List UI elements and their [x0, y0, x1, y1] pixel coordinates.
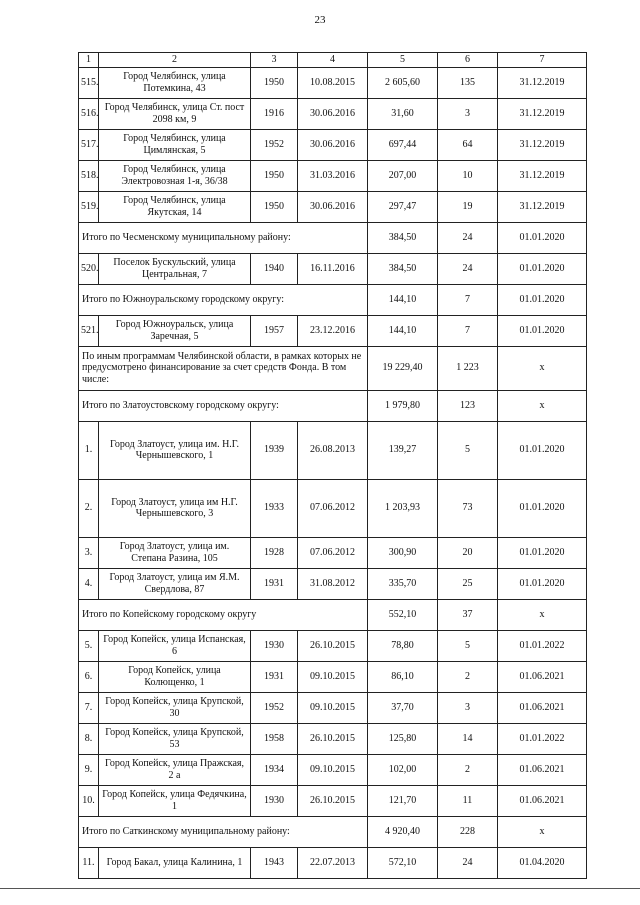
deadline-cell: 01.01.2020 [498, 253, 587, 284]
row-number-cell: 519. [79, 191, 99, 222]
area-cell: 78,80 [368, 630, 438, 661]
date-cell: 10.08.2015 [298, 67, 368, 98]
area-cell: 207,00 [368, 160, 438, 191]
deadline-cell: 01.01.2022 [498, 723, 587, 754]
year-cell: 1928 [251, 537, 298, 568]
date-cell: 07.06.2012 [298, 537, 368, 568]
table-row [79, 129, 587, 160]
deadline-cell: 01.01.2020 [498, 315, 587, 346]
row-number-cell: 9. [79, 754, 99, 785]
row-number-cell: 3. [79, 537, 99, 568]
year-cell: 1939 [251, 421, 298, 479]
area-cell: 144,10 [368, 315, 438, 346]
year-cell: 1952 [251, 129, 298, 160]
address-cell: Город Копейск, улица Крупской, 30 [99, 692, 251, 723]
address-cell: Город Копейск, улица Колющенко, 1 [99, 661, 251, 692]
total-label-cell: Итого по Златоустовскому городскому округу: [79, 390, 368, 421]
area-cell: 335,70 [368, 568, 438, 599]
year-cell: 1930 [251, 630, 298, 661]
deadline-cell: 01.01.2020 [498, 568, 587, 599]
area-cell: 384,50 [368, 222, 438, 253]
deadline-cell: 01.06.2021 [498, 785, 587, 816]
row-number-cell: 7. [79, 692, 99, 723]
table-row [79, 67, 587, 98]
deadline-cell: х [498, 390, 587, 421]
address-cell: Город Златоуст, улица им. Н.Г. Чернышевского, 1 [99, 421, 251, 479]
date-cell: 09.10.2015 [298, 692, 368, 723]
row-number-cell: 521. [79, 315, 99, 346]
total-row [79, 284, 587, 315]
residents-cell: 123 [438, 390, 498, 421]
date-cell: 26.10.2015 [298, 630, 368, 661]
page-bottom-rule [0, 888, 640, 889]
table-row [79, 253, 587, 284]
address-cell: Город Бакал, улица Калинина, 1 [99, 847, 251, 878]
table-row [79, 479, 587, 537]
address-cell: Город Копейск, улица Испанская, 6 [99, 630, 251, 661]
address-cell: Город Челябинск, улица Потемкина, 43 [99, 67, 251, 98]
year-cell: 1952 [251, 692, 298, 723]
residents-cell: 3 [438, 692, 498, 723]
row-number-cell: 4. [79, 568, 99, 599]
date-cell: 26.10.2015 [298, 723, 368, 754]
row-number-cell: 520. [79, 253, 99, 284]
residents-cell: 228 [438, 816, 498, 847]
area-cell: 121,70 [368, 785, 438, 816]
area-cell: 552,10 [368, 599, 438, 630]
date-cell: 07.06.2012 [298, 479, 368, 537]
deadline-cell: х [498, 599, 587, 630]
area-cell: 102,00 [368, 754, 438, 785]
total-row [79, 816, 587, 847]
date-cell: 30.06.2016 [298, 98, 368, 129]
year-cell: 1934 [251, 754, 298, 785]
total-label-cell: По иным программам Челябинской области, в рамках которых не предусмотрено финансирование за счет средств Фонда. В том числе: [79, 346, 368, 390]
date-cell: 23.12.2016 [298, 315, 368, 346]
address-cell: Город Челябинск, улица Ст. пост 2098 км, 9 [99, 98, 251, 129]
address-cell: Город Златоуст, улица им Я.М. Свердлова, 87 [99, 568, 251, 599]
deadline-cell: 01.06.2021 [498, 661, 587, 692]
row-number-cell: 10. [79, 785, 99, 816]
date-cell: 16.11.2016 [298, 253, 368, 284]
row-number-cell: 8. [79, 723, 99, 754]
deadline-cell: 01.01.2020 [498, 284, 587, 315]
address-cell: Город Копейск, улица Пражская, 2 а [99, 754, 251, 785]
table-row [79, 847, 587, 878]
row-number-cell: 515. [79, 67, 99, 98]
deadline-cell: х [498, 816, 587, 847]
total-label-cell: Итого по Чесменскому муниципальному району: [79, 222, 368, 253]
header-cell: 7 [498, 53, 587, 68]
deadline-cell: 01.06.2021 [498, 692, 587, 723]
housing-table [78, 52, 587, 879]
address-cell: Поселок Бускульский, улица Центральная, 7 [99, 253, 251, 284]
area-cell: 384,50 [368, 253, 438, 284]
year-cell: 1943 [251, 847, 298, 878]
date-cell: 31.08.2012 [298, 568, 368, 599]
address-cell: Город Челябинск, улица Якутская, 14 [99, 191, 251, 222]
residents-cell: 24 [438, 847, 498, 878]
residents-cell: 5 [438, 630, 498, 661]
address-cell: Город Копейск, улица Крупской, 53 [99, 723, 251, 754]
date-cell: 30.06.2016 [298, 129, 368, 160]
area-cell: 300,90 [368, 537, 438, 568]
residents-cell: 2 [438, 754, 498, 785]
header-cell: 3 [251, 53, 298, 68]
date-cell: 22.07.2013 [298, 847, 368, 878]
deadline-cell: 01.01.2020 [498, 479, 587, 537]
area-cell: 139,27 [368, 421, 438, 479]
area-cell: 86,10 [368, 661, 438, 692]
area-cell: 1 203,93 [368, 479, 438, 537]
year-cell: 1930 [251, 785, 298, 816]
row-number-cell: 2. [79, 479, 99, 537]
table-row [79, 785, 587, 816]
row-number-cell: 1. [79, 421, 99, 479]
address-cell: Город Челябинск, улица Цимлянская, 5 [99, 129, 251, 160]
total-label-cell: Итого по Копейскому городскому округу [79, 599, 368, 630]
address-cell: Город Южноуральск, улица Заречная, 5 [99, 315, 251, 346]
area-cell: 2 605,60 [368, 67, 438, 98]
date-cell: 26.10.2015 [298, 785, 368, 816]
year-cell: 1933 [251, 479, 298, 537]
table-row [79, 315, 587, 346]
date-cell: 31.03.2016 [298, 160, 368, 191]
header-cell: 6 [438, 53, 498, 68]
year-cell: 1940 [251, 253, 298, 284]
deadline-cell: х [498, 346, 587, 390]
total-label-cell: Итого по Южноуральскому городскому округу: [79, 284, 368, 315]
residents-cell: 25 [438, 568, 498, 599]
page-number: 23 [314, 14, 326, 26]
area-cell: 297,47 [368, 191, 438, 222]
residents-cell: 135 [438, 67, 498, 98]
residents-cell: 20 [438, 537, 498, 568]
row-number-cell: 517. [79, 129, 99, 160]
year-cell: 1958 [251, 723, 298, 754]
residents-cell: 7 [438, 315, 498, 346]
table-row [79, 754, 587, 785]
area-cell: 4 920,40 [368, 816, 438, 847]
row-number-cell: 516. [79, 98, 99, 129]
residents-cell: 24 [438, 222, 498, 253]
area-cell: 37,70 [368, 692, 438, 723]
total-row [79, 346, 587, 390]
area-cell: 31,60 [368, 98, 438, 129]
row-number-cell: 518. [79, 160, 99, 191]
deadline-cell: 01.01.2020 [498, 222, 587, 253]
residents-cell: 5 [438, 421, 498, 479]
residents-cell: 37 [438, 599, 498, 630]
table-row [79, 421, 587, 479]
area-cell: 697,44 [368, 129, 438, 160]
header-cell: 2 [99, 53, 251, 68]
year-cell: 1950 [251, 191, 298, 222]
total-row [79, 222, 587, 253]
deadline-cell: 31.12.2019 [498, 160, 587, 191]
area-cell: 144,10 [368, 284, 438, 315]
deadline-cell: 01.01.2022 [498, 630, 587, 661]
date-cell: 09.10.2015 [298, 661, 368, 692]
year-cell: 1957 [251, 315, 298, 346]
header-cell: 1 [79, 53, 99, 68]
area-cell: 1 979,80 [368, 390, 438, 421]
total-label-cell: Итого по Саткинскому муниципальному району: [79, 816, 368, 847]
deadline-cell: 01.01.2020 [498, 421, 587, 479]
row-number-cell: 6. [79, 661, 99, 692]
deadline-cell: 01.04.2020 [498, 847, 587, 878]
area-cell: 19 229,40 [368, 346, 438, 390]
table-row [79, 537, 587, 568]
residents-cell: 11 [438, 785, 498, 816]
residents-cell: 10 [438, 160, 498, 191]
residents-cell: 64 [438, 129, 498, 160]
area-cell: 572,10 [368, 847, 438, 878]
total-row [79, 390, 587, 421]
table-row [79, 661, 587, 692]
table-row [79, 191, 587, 222]
residents-cell: 14 [438, 723, 498, 754]
date-cell: 30.06.2016 [298, 191, 368, 222]
address-cell: Город Златоуст, улица им. Степана Разина, 105 [99, 537, 251, 568]
deadline-cell: 31.12.2019 [498, 129, 587, 160]
date-cell: 09.10.2015 [298, 754, 368, 785]
header-cell: 4 [298, 53, 368, 68]
header-cell: 5 [368, 53, 438, 68]
header-row [79, 53, 587, 68]
table-row [79, 98, 587, 129]
residents-cell: 3 [438, 98, 498, 129]
table-row [79, 692, 587, 723]
residents-cell: 24 [438, 253, 498, 284]
table-row [79, 630, 587, 661]
row-number-cell: 11. [79, 847, 99, 878]
residents-cell: 2 [438, 661, 498, 692]
deadline-cell: 31.12.2019 [498, 191, 587, 222]
address-cell: Город Челябинск, улица Электровозная 1-я, 36/38 [99, 160, 251, 191]
residents-cell: 7 [438, 284, 498, 315]
table-row [79, 568, 587, 599]
year-cell: 1931 [251, 661, 298, 692]
residents-cell: 19 [438, 191, 498, 222]
year-cell: 1916 [251, 98, 298, 129]
year-cell: 1950 [251, 160, 298, 191]
deadline-cell: 01.01.2020 [498, 537, 587, 568]
table-row [79, 160, 587, 191]
total-row [79, 599, 587, 630]
date-cell: 26.08.2013 [298, 421, 368, 479]
deadline-cell: 01.06.2021 [498, 754, 587, 785]
row-number-cell: 5. [79, 630, 99, 661]
address-cell: Город Златоуст, улица им Н.Г. Чернышевского, 3 [99, 479, 251, 537]
residents-cell: 1 223 [438, 346, 498, 390]
residents-cell: 73 [438, 479, 498, 537]
table-row [79, 723, 587, 754]
deadline-cell: 31.12.2019 [498, 67, 587, 98]
year-cell: 1931 [251, 568, 298, 599]
address-cell: Город Копейск, улица Федячкина, 1 [99, 785, 251, 816]
deadline-cell: 31.12.2019 [498, 98, 587, 129]
area-cell: 125,80 [368, 723, 438, 754]
year-cell: 1950 [251, 67, 298, 98]
